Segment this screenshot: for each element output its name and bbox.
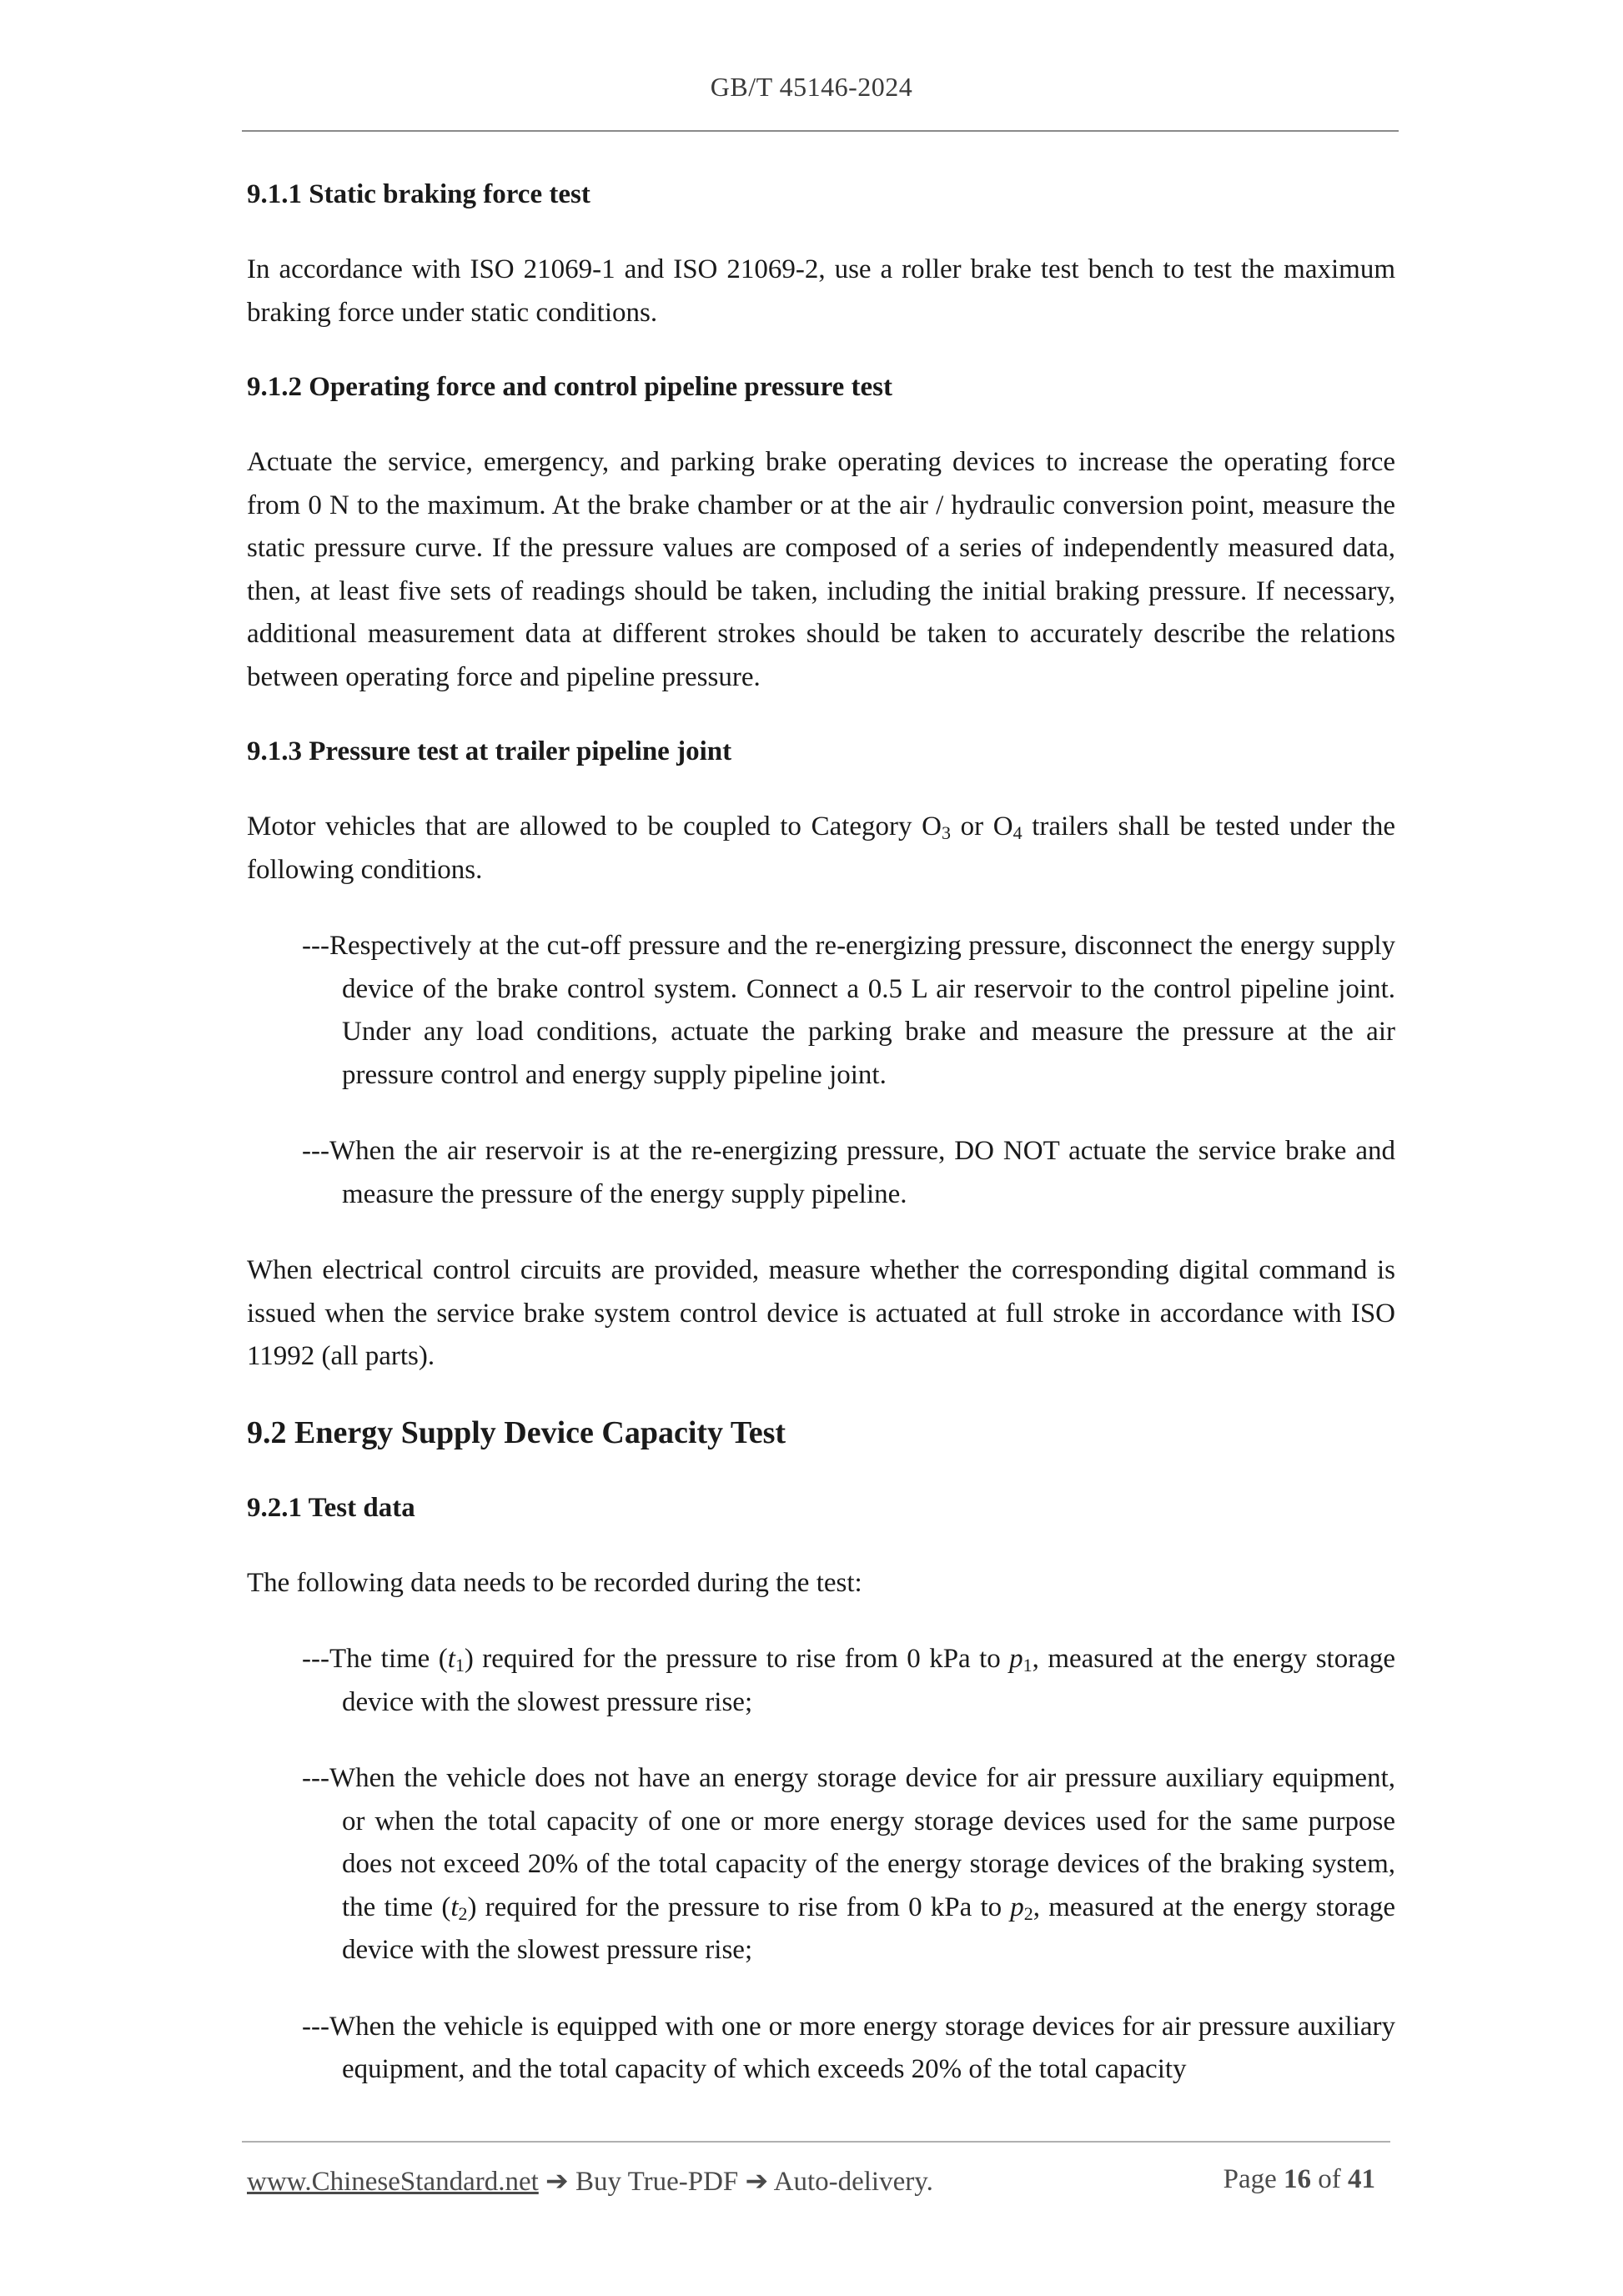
- text-span: ---When the vehicle does not have an energy storage device for air pressure auxiliary equipment, or when the total capacity of one or more energy storage devices used for the same purpose does not exceed 20% of the total capacity of the energy storage devices of the braking system, the time (: [302, 1763, 1395, 1922]
- of-label: of: [1311, 2164, 1348, 2194]
- site-link[interactable]: www.ChineseStandard.net: [247, 2167, 539, 2197]
- section-9-1-2-paragraph: Actuate the service, emergency, and parking brake operating devices to increase the operating force from 0 N to the maximum. At the brake chamber or at the air / hydraulic conversion point, measure the static pressure curve. If the pressure values are composed of a series of independently measured data, then, at least five sets of readings should be taken, including the initial braking pressure. If necessary, additional measurement data at different strokes should be taken to accurately describe the relations between operating force and pipeline pressure.: [247, 447, 1395, 692]
- text-span: , measured at the energy storage device with the slowest pressure rise;: [342, 1644, 1395, 1717]
- arrow-icon: ➔: [538, 2167, 575, 2197]
- section-9-1-3-intro: [247, 806, 1395, 892]
- intro-text-c: trailers shall be tested under the following conditions.: [247, 811, 1395, 885]
- text-span: , measured at the energy storage device with the slowest pressure rise;: [342, 1892, 1395, 1965]
- subscript: 2: [458, 1902, 468, 1924]
- page-content: [247, 175, 1395, 2125]
- footer-divider: [242, 2141, 1390, 2143]
- subscript: 2: [1023, 1902, 1033, 1924]
- variable-t: t: [450, 1892, 459, 1922]
- section-9-1-1-paragraph: In accordance with ISO 21069-1 and ISO 21069-2, use a roller brake test bench to test the maximum braking force under static conditions.: [247, 254, 1395, 328]
- variable-p: p: [1009, 1644, 1023, 1674]
- intro-text-b: or O: [951, 811, 1013, 842]
- list-item: ---Respectively at the cut-off pressure and the re-energizing pressure, disconnect the energy supply device of the brake control system. Connect a 0.5 L air reservoir to the control pipeline joint. Under any load conditions, actuate the parking brake and measure the pressure at the air pressure control and energy supply pipeline joint.: [302, 931, 1395, 1090]
- section-9-1-3-paragraph: When electrical control circuits are provided, measure whether the corresponding digital command is issued when the service brake system control device is actuated at full stroke in accordance with ISO 11992 (all parts).: [247, 1255, 1395, 1371]
- text-span: ) required for the pressure to rise from 0 kPa to: [464, 1644, 1010, 1674]
- page-number: [1224, 2164, 1375, 2195]
- list-item: [245, 1638, 1395, 1724]
- text-span: ) required for the pressure to rise from 0 kPa to: [467, 1892, 1011, 1922]
- subscript: 1: [455, 1655, 465, 1676]
- section-9-1-2-title: 9.1.2 Operating force and control pipeline pressure test: [247, 372, 892, 402]
- list-item: ---When the vehicle is equipped with one or more energy storage devices for air pressure auxiliary equipment, and the total capacity of which exceeds 20% of the total capacity: [302, 2011, 1395, 2084]
- variable-t: t: [447, 1644, 455, 1674]
- intro-text-a: Motor vehicles that are allowed to be coupled to Category O: [247, 811, 942, 842]
- section-9-1-3-title: 9.1.3 Pressure test at trailer pipeline joint: [247, 736, 732, 766]
- text-span: ---The time (: [302, 1644, 448, 1674]
- arrow-icon: ➔: [738, 2167, 774, 2197]
- variable-p: p: [1010, 1892, 1024, 1922]
- section-9-2-title: 9.2 Energy Supply Device Capacity Test: [247, 1414, 786, 1450]
- section-9-2-1-title: 9.2.1 Test data: [247, 1492, 415, 1523]
- header-divider: [242, 130, 1399, 132]
- document-id-header: GB/T 45146-2024: [710, 72, 913, 102]
- subscript-4: 4: [1012, 822, 1023, 843]
- current-page: 16: [1284, 2164, 1311, 2194]
- list-item: ---When the air reservoir is at the re-energizing pressure, DO NOT actuate the service brake and measure the pressure of the energy supply pipeline.: [302, 1136, 1395, 1209]
- subscript: 1: [1023, 1655, 1033, 1676]
- section-9-2-1-intro: The following data needs to be recorded during the test:: [247, 1567, 862, 1598]
- footer-promo: [247, 2164, 933, 2198]
- page-label: Page: [1223, 2164, 1284, 2194]
- section-9-1-1-title: 9.1.1 Static braking force test: [247, 179, 590, 209]
- delivery-text: Auto-delivery.: [773, 2167, 933, 2197]
- subscript-3: 3: [942, 822, 952, 843]
- list-item: [245, 1757, 1395, 1972]
- buy-text: Buy True-PDF: [575, 2167, 739, 2197]
- total-pages: 41: [1348, 2164, 1375, 2194]
